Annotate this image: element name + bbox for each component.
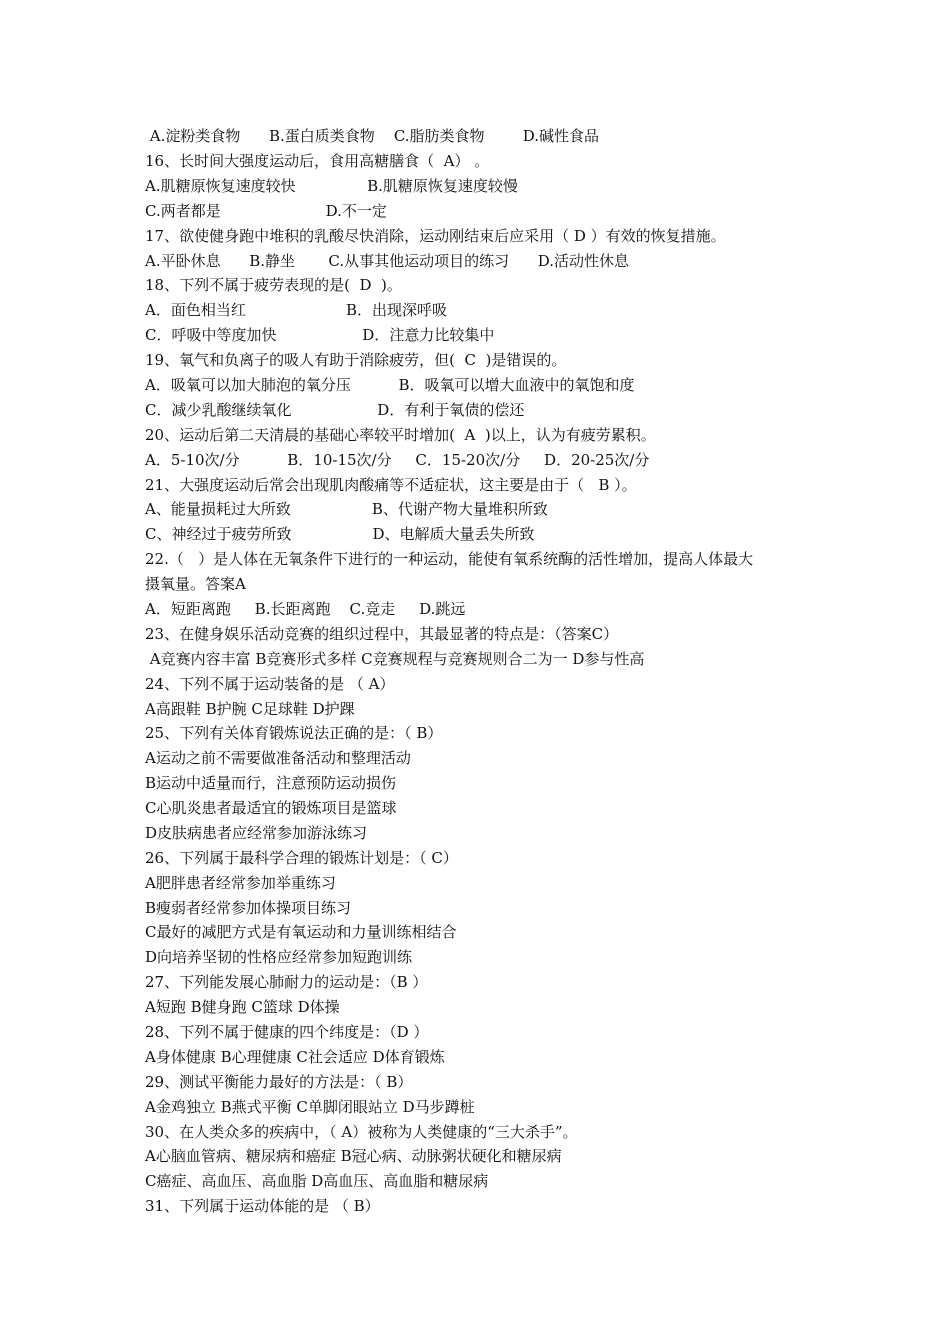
text-line: C癌症、高血压、高血脂 D高血压、高血脂和糖尿病 [145, 1172, 489, 1190]
text-line: D皮肤病患者应经常参加游泳练习 [145, 824, 368, 842]
text-line: C．呼吸中等度加快 D．注意力比较集中 [145, 326, 495, 344]
text-line: A竞赛内容丰富 B竞赛形式多样 C竞赛规程与竞赛规则合二为一 D参与性高 [145, 650, 645, 668]
text-line: C．减少乳酸继续氧化 D．有利于氧债的偿还 [145, 401, 525, 419]
text-line: B运动中适量而行，注意预防运动损伤 [145, 774, 397, 792]
text-line: A短跑 B健身跑 C篮球 D体操 [145, 998, 340, 1016]
text-line: 18、下列不属于疲劳表现的是( D )。 [145, 276, 402, 294]
text-line: C.两者都是 D.不一定 [145, 202, 387, 220]
text-line: A.平卧休息 B.静坐 C.从事其他运动项目的练习 D.活动性休息 [145, 252, 629, 270]
text-line: A运动之前不需要做准备活动和整理活动 [145, 749, 411, 767]
text-line: B瘦弱者经常参加体操项目练习 [145, 899, 352, 917]
text-line: 30、在人类众多的疾病中，（ A）被称为人类健康的“三大杀手”。 [145, 1123, 578, 1141]
text-line: A肥胖患者经常参加举重练习 [145, 874, 336, 892]
text-line: A.淀粉类食物 B.蛋白质类食物 C.脂肪类食物 D.碱性食品 [145, 127, 599, 145]
text-line: 27、下列能发展心肺耐力的运动是：（B ） [145, 973, 428, 991]
text-line: 摄氧量。答案A [145, 575, 246, 593]
text-line: 19、氧气和负离子的吸人有助于消除疲劳，但( C )是错误的。 [145, 351, 567, 369]
text-line: 26、下列属于最科学合理的锻炼计划是：（ C） [145, 849, 458, 867]
text-line: 25、下列有关体育锻炼说法正确的是：（ B） [145, 724, 443, 742]
text-line: A金鸡独立 B燕式平衡 C单脚闭眼站立 D马步蹲桩 [145, 1098, 475, 1116]
text-line: C、神经过于疲劳所致 D、电解质大量丢失所致 [145, 525, 535, 543]
text-line: 16、长时间大强度运动后，食用高糖膳食（ A） 。 [145, 152, 490, 170]
text-line: A．5-10次/分 B．10-15次/分 C．15-20次/分 D．20-25次/分 [145, 451, 650, 469]
text-line: D向培养坚韧的性格应经常参加短跑训练 [145, 948, 413, 966]
text-line: A身体健康 B心理健康 C社会适应 D体育锻炼 [145, 1048, 445, 1066]
text-line: 17、欲使健身跑中堆积的乳酸尽快消除，运动刚结束后应采用（ D ）有效的恢复措施。 [145, 227, 726, 245]
text-line: 21、大强度运动后常会出现肌肉酸痛等不适症状，这主要是由于（ B ）。 [145, 476, 637, 494]
text-line: 31、下列属于运动体能的是 （ B） [145, 1197, 380, 1215]
text-line: A．吸氧可以加大肺泡的氧分压 B．吸氧可以增大血液中的氧饱和度 [145, 376, 635, 394]
text-line: A．短距离跑 B.长距离跑 C.竞走 D.跳远 [145, 600, 466, 618]
text-line: A高跟鞋 B护腕 C足球鞋 D护踝 [145, 700, 355, 718]
text-line: C最好的减肥方式是有氧运动和力量训练相结合 [145, 923, 457, 941]
text-line: A.肌糖原恢复速度较快 B.肌糖原恢复速度较慢 [145, 177, 518, 195]
text-line: 28、下列不属于健康的四个纬度是：（D ） [145, 1023, 429, 1041]
text-line: A心脑血管病、糖尿病和癌症 B冠心病、动脉粥状硬化和糖尿病 [145, 1147, 562, 1165]
text-line: 24、下列不属于运动装备的是 （ A） [145, 675, 395, 693]
text-line: 22.（ ）是人体在无氧条件下进行的一种运动，能使有氧系统酶的活性增加，提高人体最大 [145, 550, 754, 568]
text-line: C心肌炎患者最适宜的锻炼项目是篮球 [145, 799, 397, 817]
text-line: 20、运动后第二天清晨的基础心率较平时增加( A )以上，认为有疲劳累积。 [145, 426, 656, 444]
text-line: A．面色相当红 B．出现深呼吸 [145, 301, 447, 319]
text-line: 23、在健身娱乐活动竞赛的组织过程中，其最显著的特点是：（答案C） [145, 625, 619, 643]
text-line: A、能量损耗过大所致 B、代谢产物大量堆积所致 [145, 500, 548, 518]
text-line: 29、测试平衡能力最好的方法是：（ B） [145, 1073, 413, 1091]
